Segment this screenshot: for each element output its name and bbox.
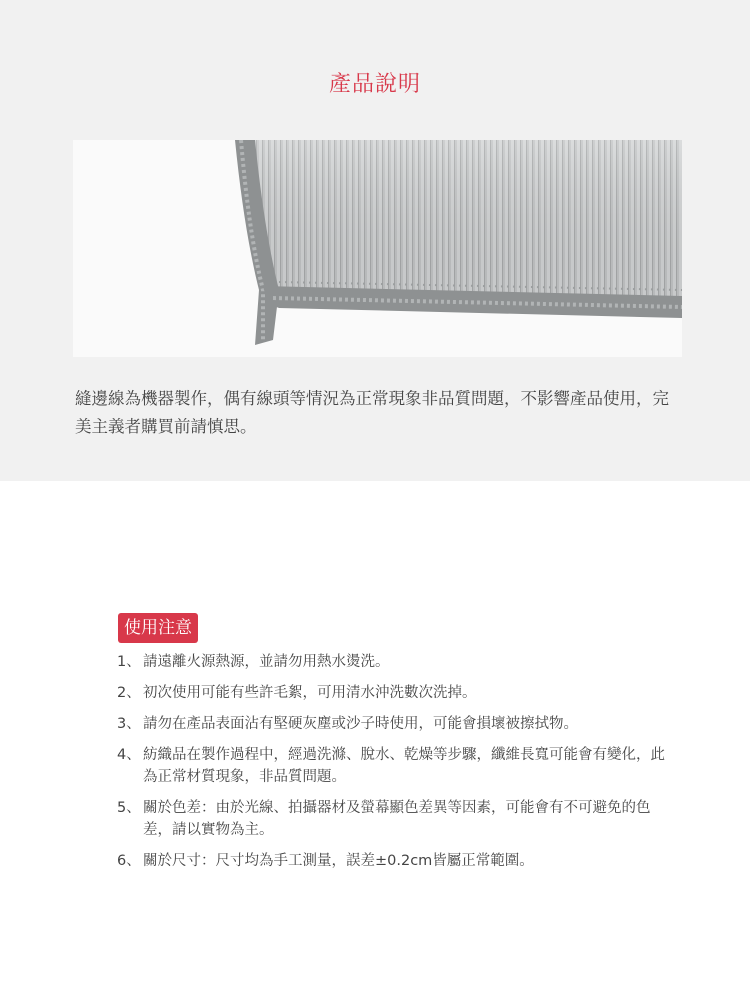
list-item-text: 初次使用可能有些許毛絮，可用清水沖洗數次洗掉。 xyxy=(143,685,477,701)
list-item xyxy=(117,744,677,788)
list-item xyxy=(117,713,677,735)
list-item-number: 1、 xyxy=(117,654,141,670)
list-item xyxy=(117,682,677,704)
product-info-section xyxy=(0,0,750,481)
list-item xyxy=(117,850,677,872)
towel-edge-image xyxy=(73,140,682,357)
list-item-number: 2、 xyxy=(117,685,141,701)
list-item-text: 請遠離火源熱源，並請勿用熱水燙洗。 xyxy=(143,654,390,670)
list-item-text: 紡織品在製作過程中，經過洗滌、脫水、乾燥等步驟，纖維長寬可能會有變化，此為正常材質現象，非品質問題。 xyxy=(143,747,665,785)
list-item-text: 關於尺寸：尺寸均為手工測量，誤差±0.2cm皆屬正常範圍。 xyxy=(143,853,534,869)
usage-notice-section xyxy=(117,613,677,881)
list-item-number: 3、 xyxy=(117,716,141,732)
list-item-number: 6、 xyxy=(117,853,141,869)
list-item xyxy=(117,797,677,841)
list-item-text: 請勿在產品表面沾有堅硬灰塵或沙子時使用，可能會損壞被擦拭物。 xyxy=(143,716,578,732)
usage-notice-badge: 使用注意 xyxy=(118,613,198,643)
list-item-number: 4、 xyxy=(117,747,141,763)
list-item xyxy=(117,651,677,673)
list-item-number: 5、 xyxy=(117,800,141,816)
section-title: 產品說明 xyxy=(328,72,421,97)
product-description: 縫邊線為機器製作，偶有線頭等情況為正常現象非品質問題，不影響產品使用，完美主義者購買前請慎思。 xyxy=(75,389,669,436)
product-photo xyxy=(73,140,682,357)
list-item-text: 關於色差：由於光線、拍攝器材及螢幕顯色差異等因素，可能會有不可避免的色差，請以實物為主。 xyxy=(143,800,651,838)
usage-notice-list xyxy=(117,651,677,872)
